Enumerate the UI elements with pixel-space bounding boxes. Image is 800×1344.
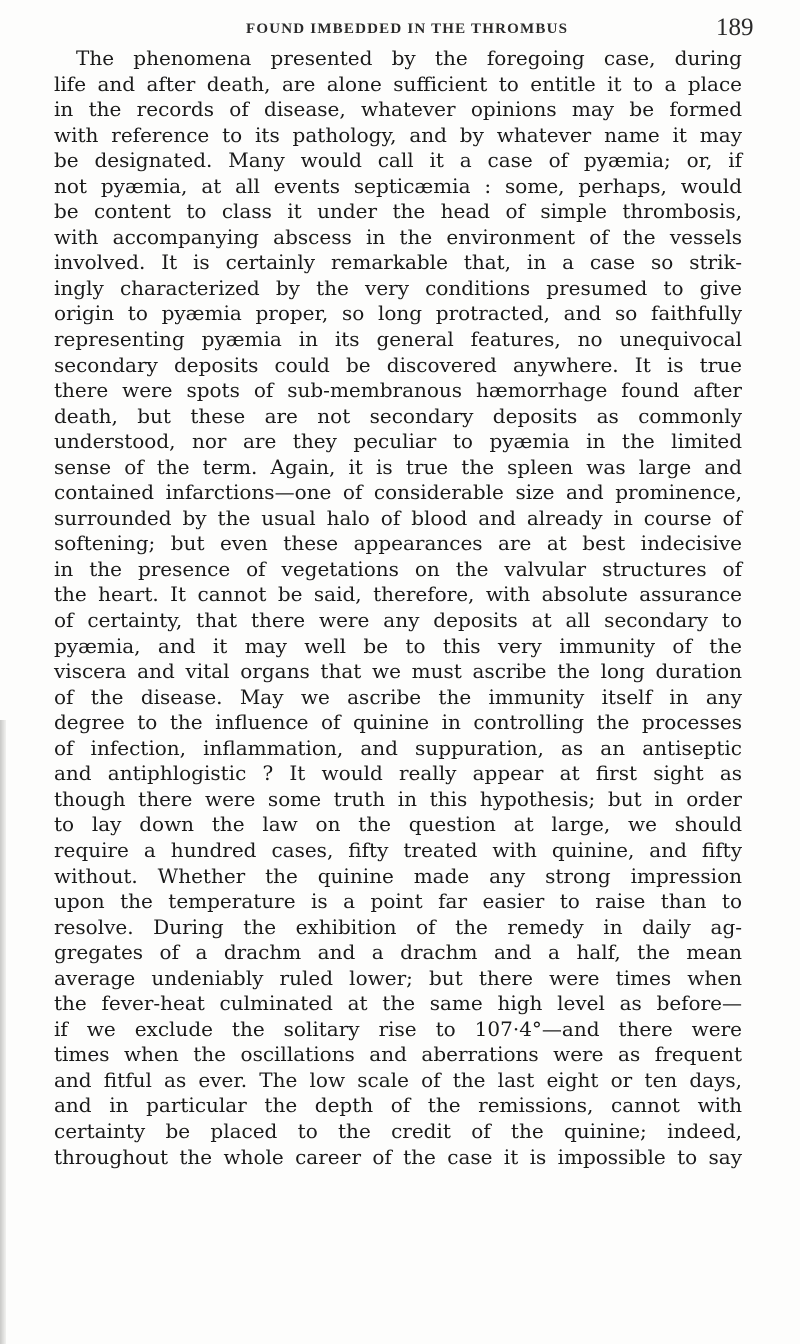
text-line: to lay down the law on the question at large, we should	[54, 812, 742, 837]
text-line: with accompanying abscess in the environment of the vessels	[54, 224, 742, 249]
text-line: throughout the whole career of the case it is impossible to say	[54, 1144, 742, 1169]
text-line: death, but these are not secondary deposits as commonly	[54, 403, 742, 428]
text-line: if we exclude the solitary rise to 107·4°—and there were	[54, 1016, 742, 1041]
text-line: the fever-heat culminated at the same high level as before—	[54, 991, 742, 1016]
text-line: life and after death, are alone sufficient to entitle it to a place	[54, 71, 742, 96]
text-line: in the presence of vegetations on the valvular structures of	[54, 556, 742, 581]
text-line: degree to the influence of quinine in controlling the processes	[54, 710, 742, 735]
text-line: without. Whether the quinine made any strong impression	[54, 863, 742, 888]
text-line: of the disease. May we ascribe the immunity itself in any	[54, 684, 742, 709]
text-line: in the records of disease, whatever opinions may be formed	[54, 97, 742, 122]
text-line: secondary deposits could be discovered anywhere. It is true	[54, 352, 742, 377]
text-line: understood, nor are they peculiar to pyæmia in the limited	[54, 429, 742, 454]
text-line: The phenomena presented by the foregoing case, during	[76, 46, 742, 70]
text-line: resolve. During the exhibition of the remedy in daily ag-	[54, 914, 742, 939]
text-line: the heart. It cannot be said, therefore, with absolute assurance	[54, 582, 742, 607]
text-line: softening; but even these appearances are at best indecisive	[54, 531, 742, 556]
text-line: certainty be placed to the credit of the quinine; indeed,	[54, 1118, 742, 1143]
page-number: 189	[716, 14, 754, 41]
page-binding-edge	[0, 720, 6, 1344]
page-header	[0, 0, 800, 40]
text-line: be designated. Many would call it a case of pyæmia; or, if	[54, 148, 742, 173]
text-line: viscera and vital organs that we must ascribe the long duration	[54, 659, 742, 684]
text-line: surrounded by the usual halo of blood and already in course of	[54, 505, 742, 530]
text-line: and antiphlogistic ? It would really appear at first sight as	[54, 761, 742, 786]
text-line: be content to class it under the head of simple thrombosis,	[54, 199, 742, 224]
running-head: FOUND IMBEDDED IN THE THROMBUS	[246, 21, 569, 37]
text-line: involved. It is certainly remarkable that, in a case so strik-	[54, 250, 742, 275]
text-line: average undeniably ruled lower; but there were times when	[54, 965, 742, 990]
text-line: ingly characterized by the very conditions presumed to give	[54, 275, 742, 300]
text-line: origin to pyæmia proper, so long protracted, and so faithfully	[54, 301, 742, 326]
text-line: of certainty, that there were any deposits at all secondary to	[54, 608, 742, 633]
text-line: there were spots of sub-membranous hæmorrhage found after	[54, 378, 742, 403]
text-line: not pyæmia, at all events septicæmia : some, perhaps, would	[54, 173, 742, 198]
text-line: with reference to its pathology, and by whatever name it may	[54, 122, 742, 147]
text-line: and fitful as ever. The low scale of the last eight or ten days,	[54, 1067, 742, 1092]
text-line: times when the oscillations and aberrations were as frequent	[54, 1042, 742, 1067]
text-line: though there were some truth in this hypothesis; but in order	[54, 786, 742, 811]
text-line: gregates of a drachm and a drachm and a half, the mean	[54, 940, 742, 965]
text-line: sense of the term. Again, it is true the spleen was large and	[54, 454, 742, 479]
text-line: of infection, inflammation, and suppuration, as an antiseptic	[54, 735, 742, 760]
text-line: require a hundred cases, fifty treated with quinine, and fifty	[54, 837, 742, 862]
text-line: upon the temperature is a point far easier to raise than to	[54, 889, 742, 914]
text-line: representing pyæmia in its general features, no unequivocal	[54, 327, 742, 352]
text-line: pyæmia, and it may well be to this very immunity of the	[54, 633, 742, 658]
body-paragraph	[54, 46, 742, 1170]
text-line: contained infarctions—one of considerable size and prominence,	[54, 480, 742, 505]
text-line: and in particular the depth of the remissions, cannot with	[54, 1093, 742, 1118]
